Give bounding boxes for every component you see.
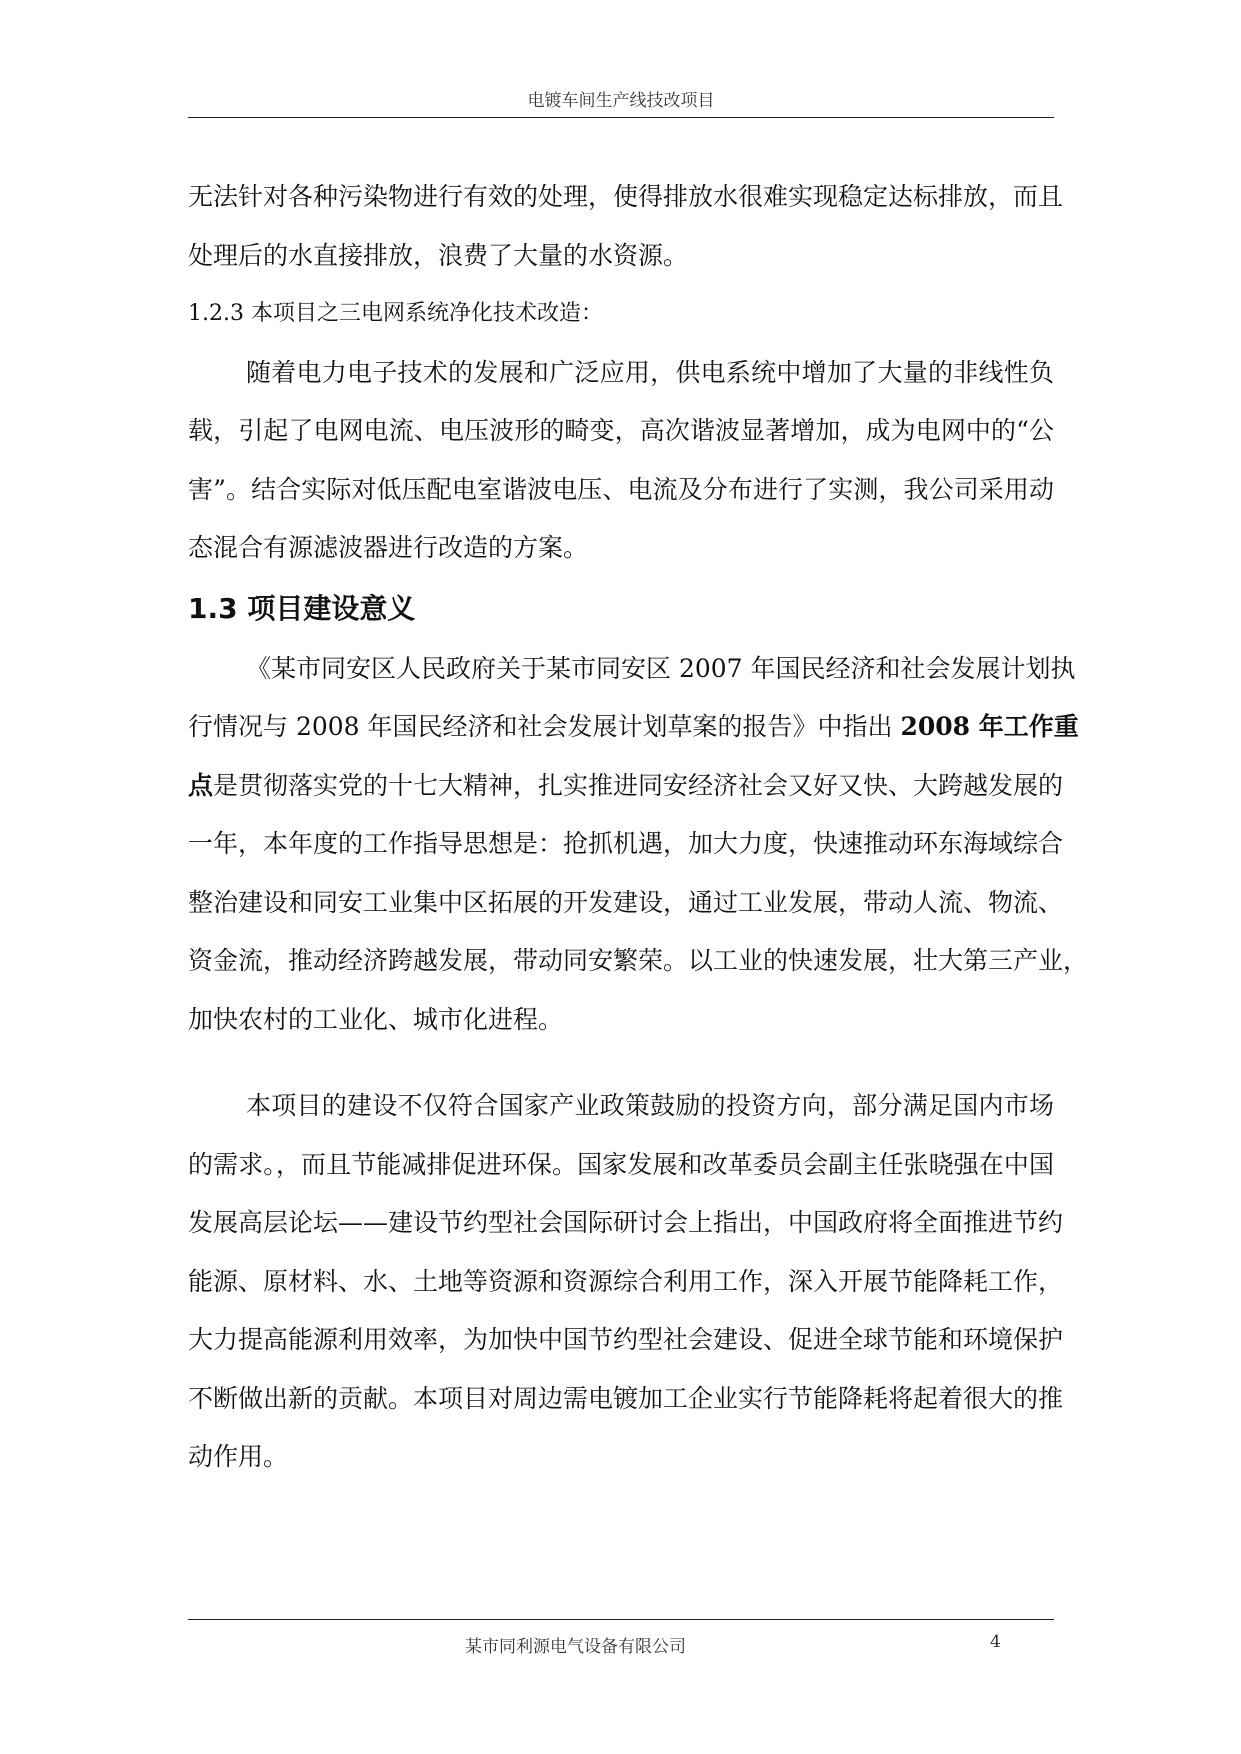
paragraph-continued [188,168,1064,285]
text-line: 动作用。 [188,1442,289,1471]
page-number: 4 [990,1632,1001,1652]
text-line: 加快农村的工业化、城市化进程。 [188,1004,564,1034]
text-line: 大力提高能源利用效率，为加快中国节约型社会建设、促进全球节能和环境保护 [188,1325,1064,1354]
subsection-heading: 1.2.3 本项目之三电网系统净化技术改造： [188,301,603,326]
text-line: 载，引起了电网电流、电压波形的畸变，高次谐波显著增加，成为电网中的“公 [188,416,1054,445]
text-line: 不断做出新的贡献。本项目对周边需电镀加工企业实行节能降耗将起着很大的推 [188,1383,1064,1413]
paragraph-grid-purification [188,344,1054,578]
text-line: 整治建设和同安工业集中区拓展的开发建设，通过工业发展，带动人流、物流、 [188,887,1064,917]
text-line: 发展高层论坛——建设节约型社会国际研讨会上指出，中国政府将全面推进节约 [188,1208,1064,1237]
text-segment: 是贯彻落实党的十七大精神，扎实推进同安经济社会又好又快、大跨越发展的 [213,770,1064,800]
text-line: 资金流，推动经济跨越发展，带动同安繁荣。以工业的快速发展，壮大第三产业， [188,946,1089,975]
text-line: 态混合有源滤波器进行改造的方案。 [188,533,589,562]
text-line: 随着电力电子技术的发展和广泛应用，供电系统中增加了大量的非线性负 [246,357,1054,387]
header-rule [188,117,1054,118]
text-line [188,698,1079,757]
text-line: 害”。结合实际对低压配电室谐波电压、电流及分布进行了实测，我公司采用动 [188,474,1054,504]
emphasized-text: 2008 年工作重 [900,712,1079,741]
paragraph-gap [188,1049,1054,1077]
text-line [188,757,1064,816]
paragraph-project-significance [188,1077,1064,1487]
footer-company-name: 某市同利源电气设备有限公司 [465,1637,686,1657]
text-line: 无法针对各种污染物进行有效的处理，使得排放水很难实现稳定达标排放，而且 [188,182,1064,211]
text-segment: 行情况与 2008 年国民经济和社会发展计划草案的报告》中指出 [188,712,901,741]
text-line: 能源、原材料、水、土地等资源和资源综合利用工作，深入开展节能降耗工作， [188,1266,1064,1296]
footer-rule [188,1619,1054,1620]
running-header: 电镀车间生产线技改项目 [527,91,715,111]
document-body [188,168,1089,1487]
paragraph-government-report [188,640,1089,1050]
text-line: 处理后的水直接排放，浪费了大量的水资源。 [188,240,689,270]
section-heading: 1.3 项目建设意义 [188,591,416,625]
text-line: 的需求。，而且节能减排促进环保。国家发展和改革委员会副主任张晓强在中国 [188,1149,1054,1179]
text-line: 《某市同安区人民政府关于某市同安区 2007 年国民经济和社会发展计划执 [246,653,1076,683]
text-line: 一年，本年度的工作指导思想是：抢抓机遇，加大力度，快速推动环东海域综合 [188,829,1064,858]
emphasized-text: 点 [188,770,214,800]
text-line: 本项目的建设不仅符合国家产业政策鼓励的投资方向，部分满足国内市场 [246,1091,1054,1120]
